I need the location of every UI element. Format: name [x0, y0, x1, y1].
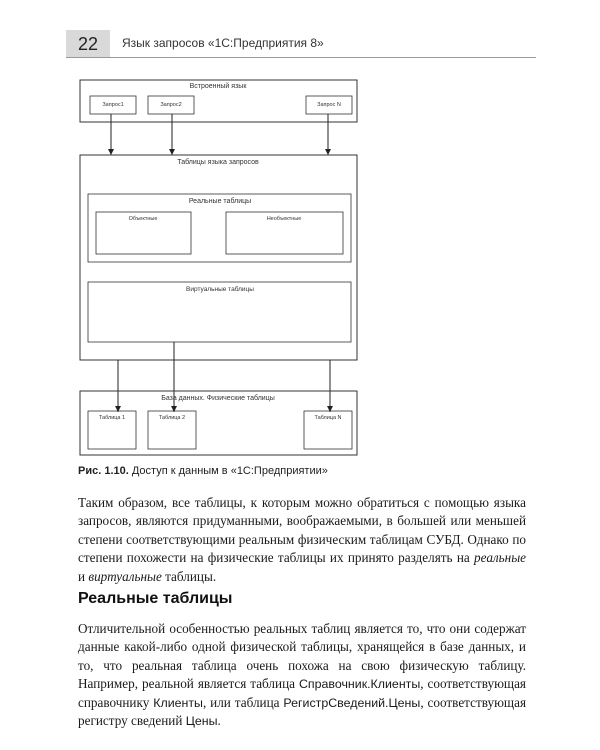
- running-title: Язык запросов «1С:Предприятия 8»: [122, 36, 324, 50]
- figure-caption: [78, 465, 528, 477]
- table-label-n: Таблица N: [314, 415, 342, 421]
- query-label-n: Запрос N: [317, 102, 341, 108]
- paragraph-1-text: Таким образом, все таблицы, к которым можно обратиться с помощью языка запросов, являются придуманными, воображаемыми, в большей или меньшей степени соответствующими реальным физическим таблицам СУБД. Однако по степени похожести на физические таблицы их принято разделять на: [78, 495, 526, 566]
- term-virtual: виртуальные: [88, 568, 162, 584]
- code-clients: Клиенты: [153, 695, 203, 710]
- code-prices: Цены: [185, 714, 218, 729]
- paragraph-1-end: таблицы.: [161, 568, 217, 584]
- paragraph-2-end: .: [217, 713, 221, 729]
- paragraph-1-and: и: [78, 568, 89, 584]
- objects-label: Объектные: [128, 216, 158, 222]
- database-title: База данных. Физические таблицы: [161, 395, 275, 402]
- table-label-1: Таблица 1: [98, 415, 126, 421]
- code-catalog-clients: Справочник.Клиенты: [298, 677, 421, 692]
- figure-caption-text: Доступ к данным в «1С:Предприятии»: [128, 465, 328, 477]
- paragraph-2-mid3: , соответствующая регистру сведений: [78, 694, 527, 729]
- builtin-language-title: Встроенный язык: [189, 83, 247, 90]
- real-tables-title: Реальные таблицы: [188, 198, 252, 205]
- query-tables-box: [80, 155, 357, 360]
- code-register-prices: РегистрСведений.Цены: [283, 695, 421, 710]
- query-label-1: Запрос1: [102, 102, 124, 108]
- paragraph-2-mid2: , или таблица: [202, 694, 284, 710]
- term-real: реальные: [474, 550, 526, 566]
- non-objects-label: Необъектные: [266, 216, 302, 222]
- query-label-2: Запрос2: [160, 102, 182, 108]
- paragraph-1: [78, 494, 526, 586]
- figure-caption-label: Рис. 1.10.: [78, 465, 129, 477]
- table-label-2: Таблица 2: [158, 415, 186, 421]
- paragraph-2-mid1: , соответствующая справочнику: [78, 676, 526, 710]
- section-heading: Реальные таблицы: [78, 590, 233, 607]
- query-tables-title: Таблицы языка запросов: [177, 159, 259, 166]
- page-number: 22: [66, 30, 110, 58]
- paragraph-2-start: Отличительной особенностью реальных таблиц является то, что они содержат данные какой-либо одной физической таблицы, хранящейся в базе данных, и то, что реальная таблица очень похожа на свою физическую таблицу. Например, реальной является таблица: [78, 621, 526, 692]
- virtual-tables-title: Виртуальные таблицы: [186, 286, 254, 293]
- paragraph-2: [78, 620, 526, 730]
